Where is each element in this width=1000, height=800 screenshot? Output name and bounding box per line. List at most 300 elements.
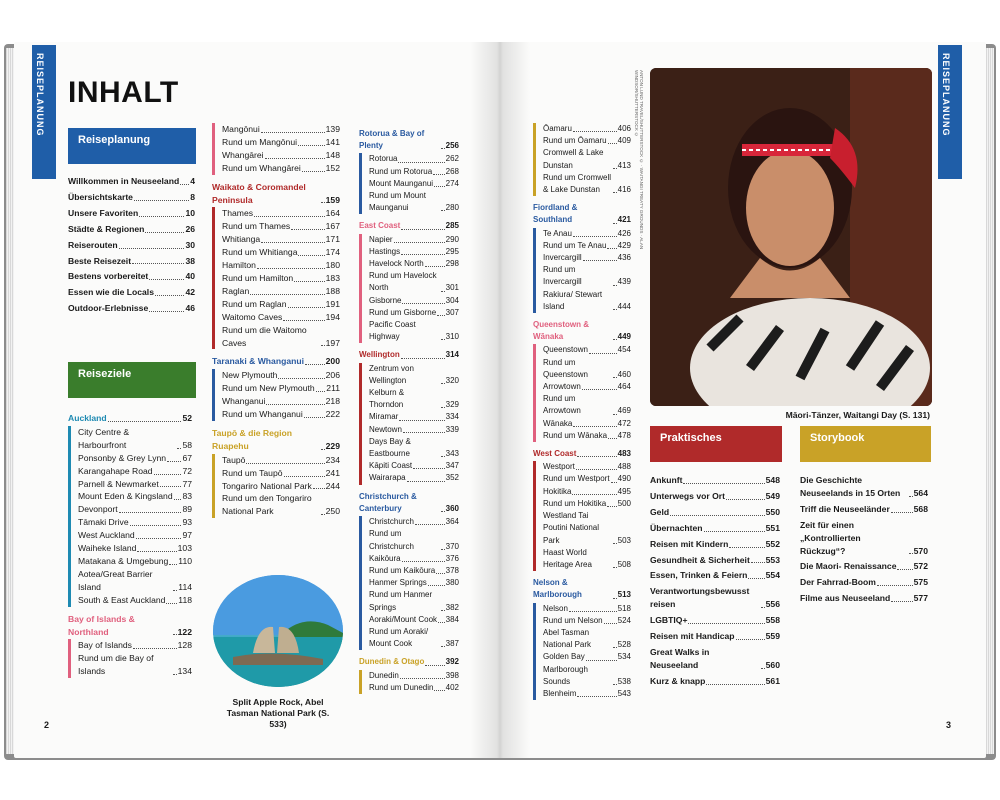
toc-entry-label: Rund um Kaikōura [369, 565, 436, 575]
toc-entry-page: 164 [325, 208, 340, 219]
toc-leader-dots [254, 216, 325, 217]
toc-entry [800, 519, 928, 558]
toc-entry-label: Rund um Wānaka [543, 430, 608, 440]
toc-entry-label: Rund um Havelock North [369, 271, 437, 293]
toc-region-group [68, 639, 192, 678]
toc-region-label: West Coast [533, 449, 577, 459]
toc-entry-page: 500 [617, 498, 631, 508]
practical-header [650, 426, 782, 462]
toc-entry [369, 436, 459, 460]
toc-entry [800, 576, 928, 589]
toc-leader-dots [407, 481, 445, 482]
toc-entry [369, 424, 459, 436]
toc-entry-label: Great Walks in Neuseeland [650, 646, 710, 670]
planning-header-label: Reiseplanung [78, 134, 151, 146]
toc-entry-label: Westport [543, 462, 575, 472]
toc-entry [78, 490, 192, 503]
toc-entry [78, 568, 192, 594]
toc-region-label: Bay of Islands & Northland [68, 613, 135, 637]
toc-leader-dots [613, 168, 617, 169]
toc-region-group [359, 670, 459, 694]
toc-entry [369, 460, 459, 472]
toc-leader-dots [137, 551, 176, 552]
toc-entry [369, 565, 459, 577]
toc-entry [543, 418, 631, 430]
toc-entry [543, 473, 631, 485]
toc-entry [222, 395, 340, 408]
toc-entry [543, 603, 631, 615]
toc-leader-dots [909, 553, 913, 554]
toc-entry-label: Raglan [222, 285, 250, 296]
toc-entry [222, 162, 340, 175]
toc-entry [369, 387, 459, 411]
toc-entry-label: Rund um Christchurch [369, 529, 414, 551]
toc-leader-dots [891, 601, 912, 602]
toc-leader-dots [613, 414, 617, 415]
toc-entry-page: 436 [617, 253, 631, 263]
toc-entry-page: 191 [325, 298, 340, 309]
toc-entry [543, 651, 631, 663]
toc-entry-page: 398 [445, 670, 459, 680]
toc-leader-dots [441, 148, 445, 149]
toc-entry-label: Rund um Raglan [222, 298, 287, 309]
toc-leader-dots [400, 678, 445, 679]
toc-region-group [533, 603, 631, 701]
page-number-right: 3 [946, 720, 952, 730]
toc-entry [650, 614, 780, 627]
toc-entry-page: 304 [445, 295, 459, 305]
toc-entry-page: 469 [617, 406, 631, 416]
toc-entry-label: Havelock North [369, 259, 424, 269]
toc-column-1 [68, 406, 192, 678]
toc-entry-label: Arrowtown [543, 382, 581, 392]
toc-region-heading [359, 349, 459, 361]
toc-entry-label: Dunedin [369, 670, 399, 680]
toc-entry [650, 538, 780, 551]
toc-leader-dots [403, 432, 445, 433]
toc-leader-dots [265, 158, 325, 159]
toc-leader-dots [294, 281, 324, 282]
toc-leader-dots [154, 474, 182, 475]
toc-leader-dots [108, 421, 182, 422]
toc-entry-label: Ponsonby & Grey Lynn [78, 452, 167, 463]
toc-leader-dots [573, 131, 617, 132]
toc-entry-page: 568 [913, 503, 928, 514]
toc-entry-page: 561 [765, 675, 780, 686]
toc-entry [78, 503, 192, 516]
toc-entry-page: 508 [617, 559, 631, 569]
toc-entry-page: 211 [326, 383, 340, 394]
toc-entry-page: 444 [617, 301, 631, 311]
toc-leader-dots [425, 266, 445, 267]
toc-entry-label: Tongariro National Park [222, 480, 312, 491]
toc-entry [650, 474, 780, 487]
toc-entry-label: Gesundheit & Sicherheit [650, 554, 750, 565]
toc-entry [78, 639, 192, 652]
toc-leader-dots [704, 531, 765, 532]
toc-entry-page: 110 [178, 555, 192, 566]
toc-entry-page: 188 [325, 285, 340, 296]
toc-entry-page: 256 [445, 141, 459, 151]
toc-entry-page: 234 [325, 454, 340, 465]
toc-region-label: Christchurch & Canterbury [359, 491, 417, 513]
storybook-list [800, 474, 928, 608]
toc-entry [78, 555, 192, 568]
toc-entry-label: Rund um Whanganui [222, 409, 303, 420]
toc-entry-label: Rund um Queenstown [543, 357, 588, 379]
toc-entry [222, 369, 340, 382]
toc-entry-page: 250 [325, 506, 340, 517]
toc-leader-dots [891, 512, 913, 513]
toc-entry [543, 172, 631, 196]
toc-leader-dots [302, 171, 325, 172]
toc-entry-label: Hastings [369, 246, 401, 256]
toc-leader-dots [613, 285, 617, 286]
toc-entry [543, 430, 631, 442]
toc-leader-dots [149, 279, 184, 280]
toc-entry-page: 384 [445, 614, 459, 624]
maori-dancer-illustration [650, 68, 932, 406]
toc-entry-label: Rund um den Tongariro National Park [222, 493, 312, 517]
toc-entry-page: 218 [325, 396, 340, 407]
toc-leader-dots [583, 260, 617, 261]
toc-leader-dots [441, 549, 445, 550]
toc-entry [369, 472, 459, 484]
toc-entry [800, 592, 928, 605]
toc-leader-dots [613, 543, 617, 544]
toc-entry [222, 298, 340, 311]
toc-leader-dots [436, 573, 444, 574]
toc-entry-page: 77 [182, 478, 192, 489]
toc-leader-dots [401, 229, 444, 230]
planning-header [68, 128, 196, 164]
toc-entry [78, 529, 192, 542]
toc-entry-page: 429 [617, 240, 631, 250]
toc-leader-dots [441, 407, 445, 408]
toc-entry-page: 378 [445, 565, 459, 575]
toc-leader-dots [401, 254, 445, 255]
toc-entry-page: 197 [325, 337, 340, 348]
toc-entry-label: Rund um Aoraki/ Mount Cook [369, 626, 429, 649]
toc-entry-label: Karangahape Road [78, 465, 153, 476]
toc-region-heading [359, 128, 459, 152]
toc-entry [650, 585, 780, 611]
toc-leader-dots [401, 358, 445, 359]
toc-leader-dots [441, 291, 445, 292]
planning-list [68, 175, 195, 318]
toc-leader-dots [266, 404, 324, 405]
toc-entry [543, 135, 631, 147]
toc-entry-label: Kelburn & Thorndon [369, 388, 405, 410]
toc-leader-dots [398, 162, 444, 163]
toc-entry-label: Wairarapa [369, 473, 406, 483]
toc-entry-page: 553 [765, 554, 780, 565]
toc-entry-label: West Auckland [78, 530, 135, 541]
toc-leader-dots [613, 192, 617, 193]
toc-entry-page: 495 [617, 486, 631, 496]
toc-leader-dots [316, 391, 326, 392]
toc-entry-label: LGBTIQ+ [650, 615, 688, 626]
toc-leader-dots [173, 590, 177, 591]
toc-region-label: Taupō & die Region Ruapehu [212, 427, 293, 451]
toc-region-label: Taranaki & Whanganui [212, 356, 304, 367]
toc-entry-page: 413 [617, 160, 631, 170]
toc-region-group [533, 228, 631, 313]
toc-entry [369, 528, 459, 552]
toc-leader-dots [751, 562, 765, 563]
toc-entry-label: Waiheke Island [78, 543, 137, 554]
toc-entry-page: 572 [913, 561, 928, 572]
toc-entry-page: 148 [325, 149, 340, 160]
toc-entry [543, 289, 631, 313]
toc-entry-label: Beste Reisezeit [68, 255, 132, 266]
toc-entry-label: Rund um die Waitomo Caves [222, 324, 307, 348]
toc-leader-dots [133, 648, 177, 649]
toc-entry-label: Die Geschichte Neuseelands in 15 Orten [800, 475, 901, 498]
toc-entry-page: 439 [617, 277, 631, 287]
toc-entry [543, 486, 631, 498]
toc-entry [222, 285, 340, 298]
toc-entry [369, 307, 459, 319]
toc-entry-page: 551 [765, 522, 780, 533]
toc-entry-label: Thames [222, 208, 254, 219]
toc-entry [222, 492, 340, 518]
toc-entry-page: 518 [617, 603, 631, 613]
toc-entry-label: Cromwell & Lake Dunstan [543, 148, 604, 170]
toc-entry [68, 175, 195, 188]
toc-entry-page: 295 [445, 246, 459, 256]
toc-entry-page: 222 [325, 409, 340, 420]
toc-leader-dots [438, 622, 445, 623]
toc-region-heading [533, 319, 631, 343]
toc-leader-dots [726, 499, 765, 500]
toc-entry [543, 547, 631, 571]
toc-entry-page: 320 [445, 375, 459, 385]
toc-entry-page: 93 [182, 517, 192, 528]
toc-entry-label: Ankunft [650, 475, 683, 485]
toc-entry [222, 480, 340, 493]
toc-entry [369, 411, 459, 423]
toc-entry-page: 550 [765, 506, 780, 517]
toc-region-label: Wellington [359, 350, 400, 360]
toc-leader-dots [278, 378, 324, 379]
toc-leader-dots [761, 607, 765, 608]
toc-entry [369, 319, 459, 343]
toc-entry-label: Christchurch [369, 517, 414, 527]
toc-leader-dots [576, 469, 617, 470]
toc-entry [369, 153, 459, 165]
toc-entry-page: 329 [445, 400, 459, 410]
toc-entry-page: 52 [182, 413, 192, 423]
toc-entry [222, 246, 340, 259]
toc-entry-label: Whangārei [222, 149, 264, 160]
toc-entry [800, 474, 928, 500]
toc-entry-label: Reiserouten [68, 239, 118, 250]
toc-entry-page: 334 [445, 412, 459, 422]
toc-entry [68, 255, 195, 268]
toc-entry-label: Rund um Te Anau [543, 240, 607, 250]
toc-entry-page: 549 [765, 490, 780, 501]
toc-region-group [359, 363, 459, 485]
toc-entry-page: 118 [178, 594, 192, 605]
toc-entry-page: 524 [617, 615, 631, 625]
toc-leader-dots [434, 186, 445, 187]
toc-region-label: Rotorua & Bay of Plenty [359, 129, 425, 151]
toc-leader-dots [132, 263, 184, 264]
toc-leader-dots [284, 476, 325, 477]
toc-entry-label: Queenstown [543, 345, 588, 355]
toc-entry-label: Geld [650, 506, 670, 517]
toc-entry [78, 478, 192, 491]
toc-entry [369, 295, 459, 307]
toc-entry-label: Matakana & Umgebung [78, 555, 169, 566]
toc-entry [222, 207, 340, 220]
toc-leader-dots [441, 339, 445, 340]
toc-entry-page: 387 [445, 639, 459, 649]
toc-entry-page: 152 [325, 162, 340, 173]
toc-region-heading [533, 577, 631, 601]
toc-leader-dots [139, 216, 184, 217]
toc-leader-dots [604, 623, 617, 624]
toc-leader-dots [305, 364, 325, 365]
toc-entry [222, 123, 340, 136]
toc-entry-label: Unsere Favoriten [68, 207, 139, 218]
toc-entry-page: 472 [617, 418, 631, 428]
toc-entry [369, 190, 459, 214]
toc-entry-page: 72 [182, 465, 192, 476]
toc-entry-label: Rund um Invercargill [543, 265, 582, 287]
toc-entry [650, 522, 780, 535]
toc-entry-label: Aotea/Great Barrier Island [78, 568, 153, 592]
toc-leader-dots [261, 132, 325, 133]
toc-entry [543, 461, 631, 473]
toc-entry [543, 252, 631, 264]
toc-entry [68, 223, 195, 236]
toc-entry-label: Mount Maunganui [369, 178, 434, 188]
toc-entry-label: Willkommen in Neuseeland [68, 176, 180, 186]
toc-entry [543, 123, 631, 135]
toc-entry-label: Bestens vorbereitet [68, 271, 149, 282]
toc-entry-page: 180 [325, 260, 340, 271]
toc-region-label: Dunedin & Otago [359, 657, 425, 667]
toc-entry-label: Hokitika [543, 486, 572, 496]
toc-entry-page: 89 [182, 504, 192, 515]
toc-leader-dots [136, 538, 182, 539]
toc-leader-dots [261, 242, 324, 243]
toc-entry-label: Städte & Regionen [68, 223, 145, 234]
toc-leader-dots [434, 690, 444, 691]
toc-entry-page: 122 [177, 626, 192, 637]
toc-entry-label: Rund um Dunedin [369, 682, 434, 692]
toc-entry-page: 139 [325, 124, 340, 134]
toc-leader-dots [577, 696, 616, 697]
toc-entry-label: Wānaka [543, 418, 573, 428]
right-side-tab [938, 45, 962, 179]
toc-entry-label: Rotorua [369, 154, 398, 164]
toc-entry [369, 363, 459, 387]
toc-leader-dots [607, 248, 616, 249]
toc-entry-label: Golden Bay [543, 652, 585, 662]
toc-entry-page: 554 [765, 570, 780, 581]
toc-region-label: Queenstown & Wānaka [533, 320, 590, 342]
toc-entry-page: 513 [617, 590, 631, 600]
toc-entry [222, 382, 340, 395]
toc-leader-dots [173, 634, 177, 635]
toc-entry-label: Westland Tai Poutini National Park [543, 511, 600, 545]
toc-region-label: Fiordland & Southland [533, 203, 578, 225]
toc-entry-page: 376 [445, 553, 459, 563]
left-side-tab [32, 45, 56, 179]
toc-leader-dots [246, 463, 324, 464]
toc-entry-page: 114 [178, 581, 192, 592]
toc-entry [78, 452, 192, 465]
toc-entry [800, 560, 928, 573]
toc-entry-label: Outdoor-Erlebnisse [68, 303, 149, 314]
toc-leader-dots [298, 145, 325, 146]
toc-entry-label: Rund um Taupō [222, 467, 283, 478]
toc-entry-label: Hanmer Springs [369, 578, 427, 588]
toc-entry-label: Rund um Mangōnui [222, 136, 298, 147]
toc-region-group [212, 369, 340, 421]
toc-entry-label: Te Anau [543, 228, 572, 238]
toc-entry-page: 449 [617, 332, 631, 342]
toc-entry [650, 506, 780, 519]
toc-entry-page: 194 [325, 311, 340, 322]
toc-leader-dots [433, 174, 444, 175]
toc-entry-page: 30 [185, 239, 195, 250]
toc-entry [68, 239, 195, 252]
toc-column-4 [533, 122, 631, 700]
toc-leader-dots [572, 494, 616, 495]
toc-entry-page: 460 [617, 369, 631, 379]
toc-leader-dots [586, 660, 617, 661]
toc-entry [222, 311, 340, 324]
toc-entry-page: 141 [325, 136, 340, 147]
split-apple-rock-photo [213, 575, 343, 687]
toc-leader-dots [670, 515, 765, 516]
toc-leader-dots [607, 506, 617, 507]
toc-entry-label: Reisen mit Handicap [650, 631, 735, 642]
toc-entry-page: 8 [190, 191, 195, 202]
toc-leader-dots [613, 567, 617, 568]
toc-entry [78, 516, 192, 529]
toc-entry-page: 40 [185, 271, 195, 282]
toc-entry-label: Pacific Coast Highway [369, 320, 416, 342]
toc-entry [543, 688, 631, 700]
toc-entry-page: 392 [445, 657, 459, 667]
toc-entry [543, 147, 631, 171]
toc-entry-page: 298 [445, 259, 459, 269]
toc-entry-page: 380 [445, 578, 459, 588]
toc-entry-page: 307 [445, 307, 459, 317]
toc-region-heading [68, 613, 192, 639]
toc-leader-dots [169, 564, 177, 565]
toc-region-label: Auckland [68, 413, 107, 423]
toc-entry-label: Abel Tasman National Park [543, 627, 592, 650]
toc-entry [68, 286, 195, 299]
toc-entry-page: 548 [765, 475, 780, 485]
toc-entry-label: Invercargill [543, 253, 582, 263]
toc-column-3 [359, 122, 459, 694]
toc-entry-page: 543 [617, 688, 631, 698]
toc-entry-page: 290 [445, 234, 459, 244]
toc-region-group [533, 344, 631, 442]
toc-entry-page: 564 [913, 487, 928, 498]
toc-entry-label: Reisen mit Kindern [650, 538, 729, 549]
toc-entry [369, 270, 459, 294]
toc-entry [222, 467, 340, 480]
toc-entry-label: Newtown [369, 424, 402, 434]
